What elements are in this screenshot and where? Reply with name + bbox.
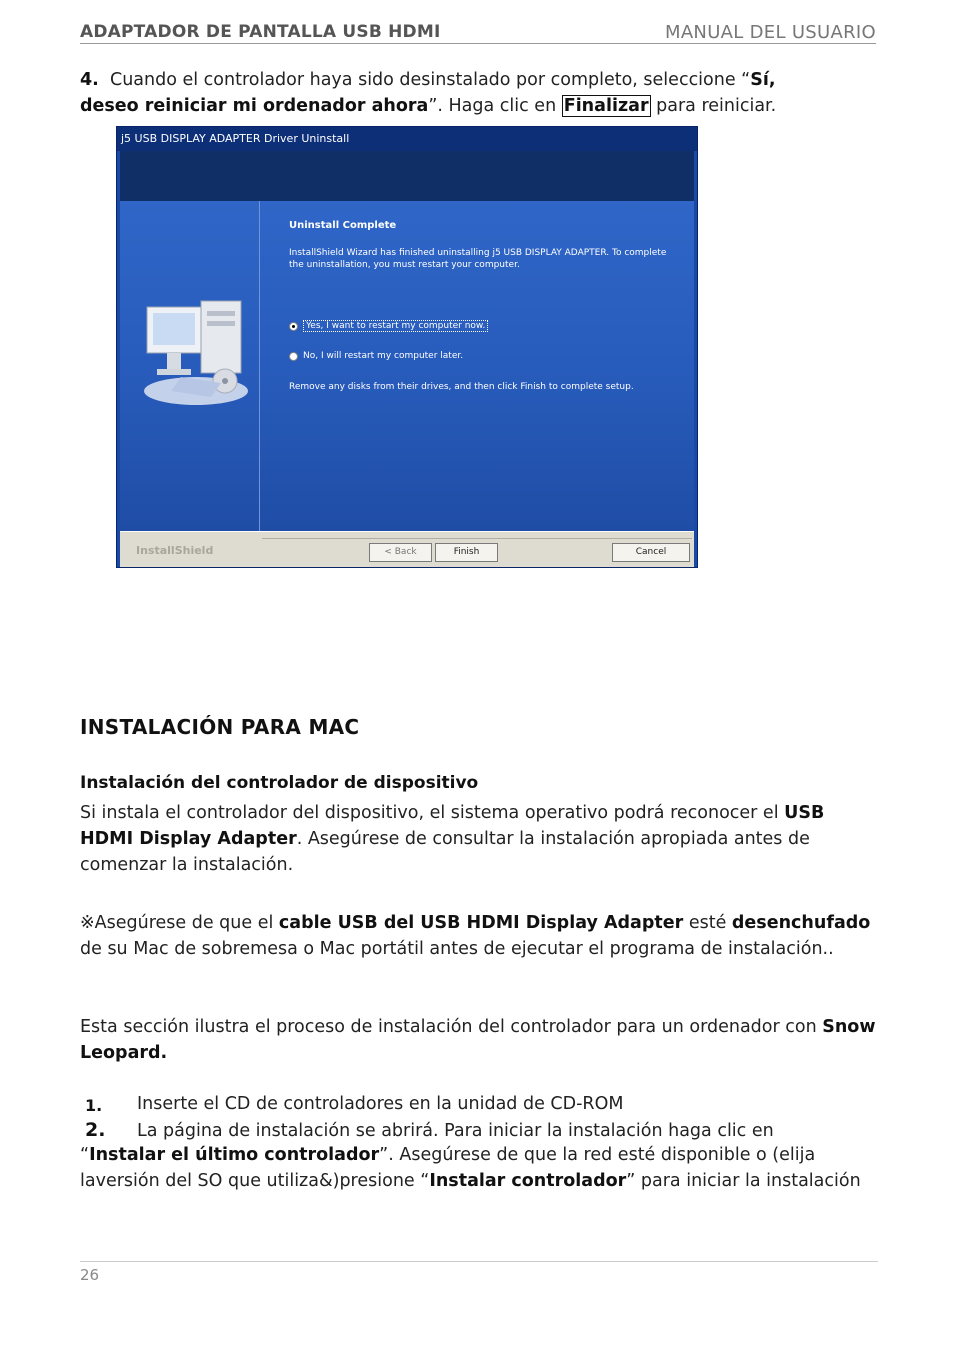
step2-open-quote: “ <box>80 1145 90 1165</box>
p1-text-a: Si instala el controlador del dispositivo, el sistema operativo podrá reconocer el <box>80 803 785 823</box>
footer-rule <box>80 1261 878 1262</box>
p2-bold-2: desenchufado <box>731 913 871 933</box>
p1-bold: USB HDMI Display Adapter <box>80 803 825 849</box>
header-rule <box>80 43 876 44</box>
step2-mid: ”. Asegúrese de que la red esté disponible o (elija laversión del SO que utiliza&)presione “ <box>80 1145 816 1191</box>
radio-selected-icon <box>289 322 298 331</box>
paragraph-2 <box>80 910 880 962</box>
step2-bold-2: Instalar controlador <box>429 1171 627 1191</box>
dialog-titlebar: j5 USB DISPLAY ADAPTER Driver Uninstall <box>117 127 697 151</box>
step4-text-c: para reiniciar. <box>650 96 777 116</box>
p2-bold-1: cable USB del USB HDMI Display Adapter <box>278 913 684 933</box>
radio-restart-now[interactable] <box>289 320 488 332</box>
cancel-button[interactable]: Cancel <box>612 543 690 562</box>
p2-text-b: esté <box>683 913 732 933</box>
step1-number: 1. <box>85 1096 103 1115</box>
p1-text-b: . Asegúrese de consultar la instalación apropiada antes de comenzar la instalación. <box>80 829 810 875</box>
dialog-footer <box>120 531 694 567</box>
step2-end: ” para iniciar la instalación <box>626 1171 861 1191</box>
back-button[interactable]: < Back <box>369 543 432 562</box>
dialog-button-row <box>262 538 692 561</box>
header-right: MANUAL DEL USUARIO <box>664 22 876 43</box>
finalizar-label: Finalizar <box>563 96 649 116</box>
computer-icon <box>141 287 251 407</box>
p2-text-a: ※Asegúrese de que el <box>80 913 279 933</box>
step1-text: Inserte el CD de controladores en la unidad de CD-ROM <box>137 1094 624 1114</box>
step4-text-b: ”. Haga clic en <box>428 96 562 116</box>
step2-text: La página de instalación se abrirá. Para iniciar la instalación haga clic en <box>137 1121 774 1141</box>
p2-text-c: de su Mac de sobremesa o Mac portátil antes de ejecutar el programa de instalación.. <box>80 939 834 959</box>
step2-continuation <box>80 1142 880 1194</box>
paragraph-1 <box>80 800 880 878</box>
dialog-message: InstallShield Wizard has finished uninstalling j5 USB DISPLAY ADAPTER. To complete the uninstallation, you must restart your computer. <box>289 248 667 270</box>
page-number: 26 <box>80 1266 100 1284</box>
dialog-note: Remove any disks from their drives, and then click Finish to complete setup. <box>289 382 634 392</box>
section-subtitle: Instalación del controlador de dispositivo <box>80 773 479 793</box>
p3-bold: Snow Leopard. <box>80 1017 876 1063</box>
paragraph-3 <box>80 1014 880 1066</box>
installer-dialog <box>116 126 698 568</box>
dialog-banner <box>120 151 694 201</box>
step4-paragraph <box>80 67 840 119</box>
finish-button[interactable]: Finish <box>435 543 498 562</box>
step2-number: 2. <box>85 1119 106 1141</box>
dialog-heading: Uninstall Complete <box>289 220 397 231</box>
p3-text-a: Esta sección ilustra el proceso de instalación del controlador para un ordenador con <box>80 1017 823 1037</box>
dialog-separator <box>259 201 260 531</box>
step2-bold-1: Instalar el último controlador <box>89 1145 380 1165</box>
step4-number: 4. <box>80 70 99 90</box>
radio-restart-later[interactable] <box>289 351 463 361</box>
radio-unselected-icon <box>289 352 298 361</box>
installshield-brand: InstallShield <box>136 544 214 557</box>
radio-restart-later-label: No, I will restart my computer later. <box>303 351 464 361</box>
section-title: INSTALACIÓN PARA MAC <box>80 715 360 739</box>
step4-text-a: Cuando el controlador haya sido desinstalado por completo, seleccione “ <box>109 70 751 90</box>
step4-bold: Sí, deseo reiniciar mi ordenador ahora <box>80 70 776 116</box>
header-left: ADAPTADOR DE PANTALLA USB HDMI <box>80 22 441 42</box>
radio-restart-now-label: Yes, I want to restart my computer now. <box>303 320 488 332</box>
